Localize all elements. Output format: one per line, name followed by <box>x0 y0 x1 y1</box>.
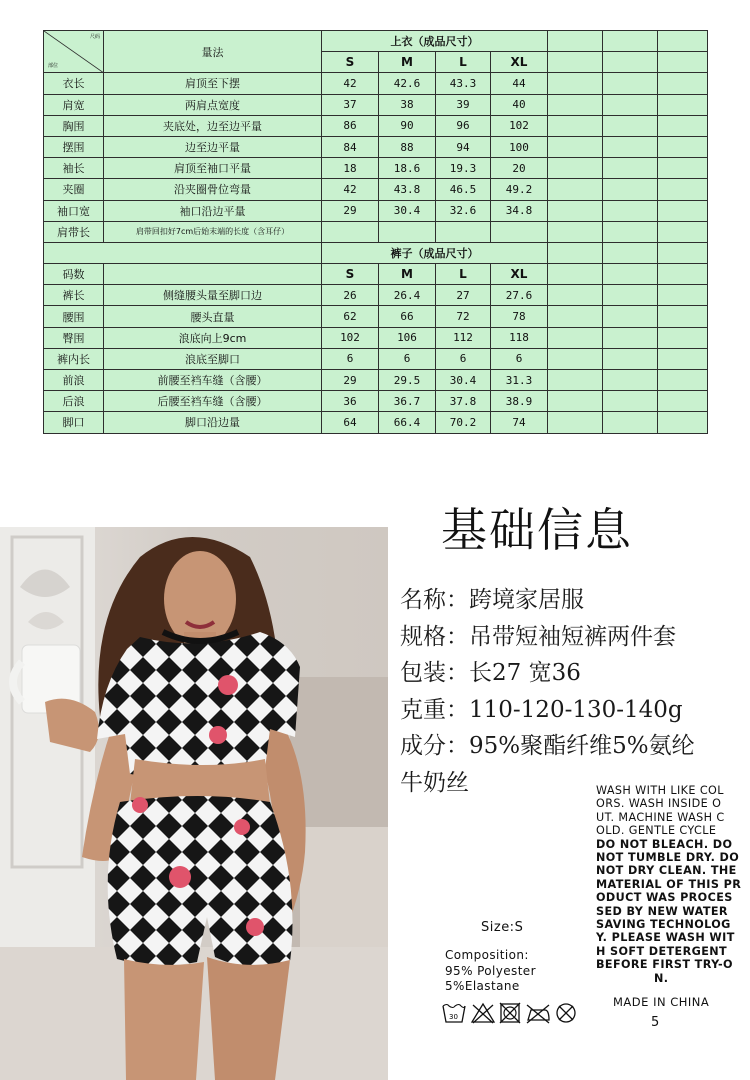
value-cell: 66.4 <box>379 412 436 433</box>
method-cell: 沿夹圈骨位弯量 <box>104 179 322 200</box>
value-cell: 42.6 <box>379 73 436 94</box>
empty-cell <box>548 136 603 157</box>
value-cell: 32.6 <box>436 200 491 221</box>
method-cell: 肩顶至下摆 <box>104 73 322 94</box>
empty-cell <box>548 391 603 412</box>
empty-cell <box>658 136 708 157</box>
part-name-cell: 裤内长 <box>44 348 104 369</box>
size-header-cell: L <box>436 264 491 285</box>
table-row <box>44 73 708 94</box>
value-cell: 70.2 <box>436 412 491 433</box>
empty-cell <box>104 264 322 285</box>
part-name-cell: 后浪 <box>44 391 104 412</box>
table-row <box>44 221 708 242</box>
size-header-cell: S <box>322 264 379 285</box>
empty-cell <box>548 200 603 221</box>
table-row <box>44 348 708 369</box>
value-cell: 72 <box>436 306 491 327</box>
empty-cell <box>548 242 603 263</box>
value-cell: 43.8 <box>379 179 436 200</box>
basic-info-title: 基础信息 <box>441 503 633 557</box>
care-line: H SOFT DETERGENT <box>596 944 728 958</box>
value-cell: 30.4 <box>379 200 436 221</box>
part-name-cell: 臀围 <box>44 327 104 348</box>
empty-cell <box>603 94 658 115</box>
info-weight: 克重：110-120-130-140g <box>400 696 683 723</box>
value-cell: 43.3 <box>436 73 491 94</box>
size-header-l: L <box>436 52 491 73</box>
value-cell: 49.2 <box>491 179 548 200</box>
empty-cell <box>658 327 708 348</box>
value-cell <box>436 221 491 242</box>
empty-cell <box>658 158 708 179</box>
table-row <box>44 136 708 157</box>
table-row <box>44 158 708 179</box>
care-line: Y. PLEASE WASH WIT <box>596 931 735 945</box>
empty-cell <box>658 242 708 263</box>
part-name-cell: 脚口 <box>44 412 104 433</box>
value-cell: 102 <box>491 115 548 136</box>
value-cell: 20 <box>491 158 548 179</box>
care-line: SED BY NEW WATER <box>596 904 728 918</box>
value-cell: 6 <box>379 348 436 369</box>
empty-cell <box>603 115 658 136</box>
empty-cell <box>548 285 603 306</box>
info-name: 名称：跨境家居服 <box>400 587 584 613</box>
svg-text:30: 30 <box>449 1013 458 1021</box>
label-composition <box>445 948 536 995</box>
empty-cell <box>603 136 658 157</box>
care-line: OLD. GENTLE CYCLE <box>596 824 717 838</box>
value-cell: 112 <box>436 327 491 348</box>
value-cell: 78 <box>491 306 548 327</box>
care-line: N. <box>654 971 669 985</box>
value-cell: 38 <box>379 94 436 115</box>
empty-cell <box>548 264 603 285</box>
made-in-label: MADE IN CHINA <box>613 995 710 1009</box>
value-cell: 27.6 <box>491 285 548 306</box>
composition-title: Composition: <box>445 948 529 962</box>
value-cell: 62 <box>322 306 379 327</box>
table-corner-cell <box>44 31 104 73</box>
empty-cell <box>548 412 603 433</box>
value-cell: 94 <box>436 136 491 157</box>
method-cell: 浪底至脚口 <box>104 348 322 369</box>
info-spec: 规格：吊带短袖短裤两件套 <box>400 623 676 650</box>
value-cell: 74 <box>491 412 548 433</box>
table-row <box>44 327 708 348</box>
value-cell: 39 <box>436 94 491 115</box>
value-cell: 36 <box>322 391 379 412</box>
value-cell: 46.5 <box>436 179 491 200</box>
care-line: NOT DRY CLEAN. THE <box>596 864 737 878</box>
value-cell <box>379 221 436 242</box>
size-header-cell: M <box>379 264 436 285</box>
size-header-xl: XL <box>491 52 548 73</box>
part-name-cell: 袖长 <box>44 158 104 179</box>
empty-cell <box>548 179 603 200</box>
part-name-cell: 夹圈 <box>44 179 104 200</box>
composition-elastane: 5%Elastane <box>445 979 520 993</box>
empty-cell <box>44 242 322 263</box>
value-cell: 42 <box>322 73 379 94</box>
empty-cell <box>603 264 658 285</box>
empty-cell <box>658 179 708 200</box>
part-name-cell: 摆围 <box>44 136 104 157</box>
empty-cell <box>658 412 708 433</box>
value-cell: 90 <box>379 115 436 136</box>
value-cell: 6 <box>322 348 379 369</box>
code-label-cell: 码数 <box>44 264 104 285</box>
empty-cell <box>548 115 603 136</box>
method-cell: 两肩点宽度 <box>104 94 322 115</box>
value-cell: 37 <box>322 94 379 115</box>
label-size: Size:S <box>481 920 524 935</box>
size-header-m: M <box>379 52 436 73</box>
care-instructions <box>596 784 742 985</box>
value-cell: 34.8 <box>491 200 548 221</box>
empty-cell <box>603 348 658 369</box>
care-line: WASH WITH LIKE COL <box>596 784 724 797</box>
empty-cell <box>603 242 658 263</box>
empty-cell <box>658 115 708 136</box>
table-row <box>44 94 708 115</box>
value-cell: 29 <box>322 370 379 391</box>
table-row <box>44 306 708 327</box>
table-row <box>44 391 708 412</box>
empty-cell <box>603 73 658 94</box>
method-cell: 浪底向上9cm <box>104 327 322 348</box>
value-cell: 66 <box>379 306 436 327</box>
value-cell: 27 <box>436 285 491 306</box>
table-row <box>44 179 708 200</box>
empty-cell <box>548 348 603 369</box>
size-header-cell: XL <box>491 264 548 285</box>
empty-cell <box>603 370 658 391</box>
value-cell: 38.9 <box>491 391 548 412</box>
model-photo-illustration <box>0 527 388 1080</box>
pants-section-title: 裤子（成品尺寸） <box>322 242 548 263</box>
empty-cell <box>548 327 603 348</box>
care-line: DO NOT BLEACH. DO <box>596 837 733 851</box>
part-name-cell: 前浪 <box>44 370 104 391</box>
table-row <box>44 285 708 306</box>
value-cell: 118 <box>491 327 548 348</box>
value-cell: 42 <box>322 179 379 200</box>
method-cell: 肩带回扣好7cm后始末端的长度（含耳仔） <box>104 221 322 242</box>
care-line: SAVING TECHNOLOG <box>596 918 731 932</box>
empty-cell <box>548 306 603 327</box>
value-cell: 44 <box>491 73 548 94</box>
part-name-cell: 肩宽 <box>44 94 104 115</box>
table-row <box>44 370 708 391</box>
value-cell: 106 <box>379 327 436 348</box>
part-name-cell: 腰围 <box>44 306 104 327</box>
value-cell: 96 <box>436 115 491 136</box>
empty-cell <box>658 306 708 327</box>
empty-cell <box>603 391 658 412</box>
wash-30-icon <box>443 1005 465 1023</box>
size-chart-table <box>43 30 708 434</box>
care-line: ORS. WASH INSIDE O <box>596 797 722 811</box>
info-composition-cont: 牛奶丝 <box>400 769 469 796</box>
made-in-size: 5 <box>651 1015 660 1030</box>
method-cell: 袖口沿边平量 <box>104 200 322 221</box>
value-cell: 29.5 <box>379 370 436 391</box>
care-line: NOT TUMBLE DRY. DO <box>596 851 740 865</box>
empty-cell <box>658 200 708 221</box>
corner-size-label: 尺码 <box>89 34 100 40</box>
part-name-cell: 裤长 <box>44 285 104 306</box>
value-cell: 30.4 <box>436 370 491 391</box>
empty-cell <box>658 73 708 94</box>
empty-cell <box>548 94 603 115</box>
value-cell: 37.8 <box>436 391 491 412</box>
value-cell: 36.7 <box>379 391 436 412</box>
value-cell: 6 <box>491 348 548 369</box>
empty-cell <box>548 221 603 242</box>
table-row <box>44 412 708 433</box>
care-line: BEFORE FIRST TRY-O <box>596 958 733 972</box>
value-cell <box>491 221 548 242</box>
empty-cell <box>658 264 708 285</box>
info-composition: 成分：95%聚酯纤维5%氨纶 <box>400 733 695 759</box>
value-cell: 84 <box>322 136 379 157</box>
method-header: 量法 <box>104 31 322 73</box>
care-line: ODUCT WAS PROCES <box>596 891 733 905</box>
no-bleach-icon <box>472 1004 494 1023</box>
empty-cell <box>603 285 658 306</box>
part-name-cell: 袖口宽 <box>44 200 104 221</box>
pants-size-row <box>44 264 708 285</box>
method-cell: 夹底处，边至边平量 <box>104 115 322 136</box>
part-name-cell: 肩带长 <box>44 221 104 242</box>
empty-cell <box>603 221 658 242</box>
value-cell: 100 <box>491 136 548 157</box>
value-cell <box>322 221 379 242</box>
value-cell: 6 <box>436 348 491 369</box>
empty-cell <box>603 158 658 179</box>
method-cell: 侧缝腰头量至脚口边 <box>104 285 322 306</box>
empty-cell <box>603 200 658 221</box>
care-line: MATERIAL OF THIS PR <box>596 877 742 891</box>
care-symbols <box>441 1000 581 1026</box>
method-cell: 后腰至裆车缝（含腰） <box>104 391 322 412</box>
info-package: 包装：长27 宽36 <box>400 660 581 686</box>
model-photo <box>0 527 388 1080</box>
table-row <box>44 115 708 136</box>
empty-cell <box>548 158 603 179</box>
empty-cell <box>548 73 603 94</box>
value-cell: 88 <box>379 136 436 157</box>
no-dry-clean-icon <box>557 1004 575 1022</box>
no-tumble-dry-icon <box>500 1003 520 1023</box>
empty-cell <box>603 179 658 200</box>
part-name-cell: 胸围 <box>44 115 104 136</box>
corner-part-label: 部位 <box>48 63 59 70</box>
composition-polyester: 95% Polyester <box>445 963 536 978</box>
value-cell: 29 <box>322 200 379 221</box>
empty-cell <box>603 327 658 348</box>
method-cell: 前腰至裆车缝（含腰） <box>104 370 322 391</box>
empty-cell <box>658 391 708 412</box>
value-cell: 26.4 <box>379 285 436 306</box>
value-cell: 19.3 <box>436 158 491 179</box>
method-cell: 腰头直量 <box>104 306 322 327</box>
method-cell: 肩顶至袖口平量 <box>104 158 322 179</box>
empty-cell <box>658 221 708 242</box>
value-cell: 86 <box>322 115 379 136</box>
empty-cell <box>658 94 708 115</box>
value-cell: 18 <box>322 158 379 179</box>
empty-cell <box>603 412 658 433</box>
top-section-title: 上衣（成品尺寸） <box>322 31 548 52</box>
value-cell: 102 <box>322 327 379 348</box>
value-cell: 26 <box>322 285 379 306</box>
value-cell: 18.6 <box>379 158 436 179</box>
value-cell: 64 <box>322 412 379 433</box>
empty-cell <box>548 370 603 391</box>
care-line: UT. MACHINE WASH C <box>596 810 725 824</box>
value-cell: 31.3 <box>491 370 548 391</box>
value-cell: 40 <box>491 94 548 115</box>
method-cell: 边至边平量 <box>104 136 322 157</box>
basic-info-list <box>400 582 748 801</box>
empty-cell <box>658 348 708 369</box>
pants-title-row <box>44 242 708 263</box>
size-header-s: S <box>322 52 379 73</box>
no-iron-icon <box>527 1005 549 1023</box>
empty-cell <box>658 370 708 391</box>
table-row <box>44 200 708 221</box>
part-name-cell: 衣长 <box>44 73 104 94</box>
empty-cell <box>658 285 708 306</box>
method-cell: 脚口沿边量 <box>104 412 322 433</box>
empty-cell <box>603 306 658 327</box>
